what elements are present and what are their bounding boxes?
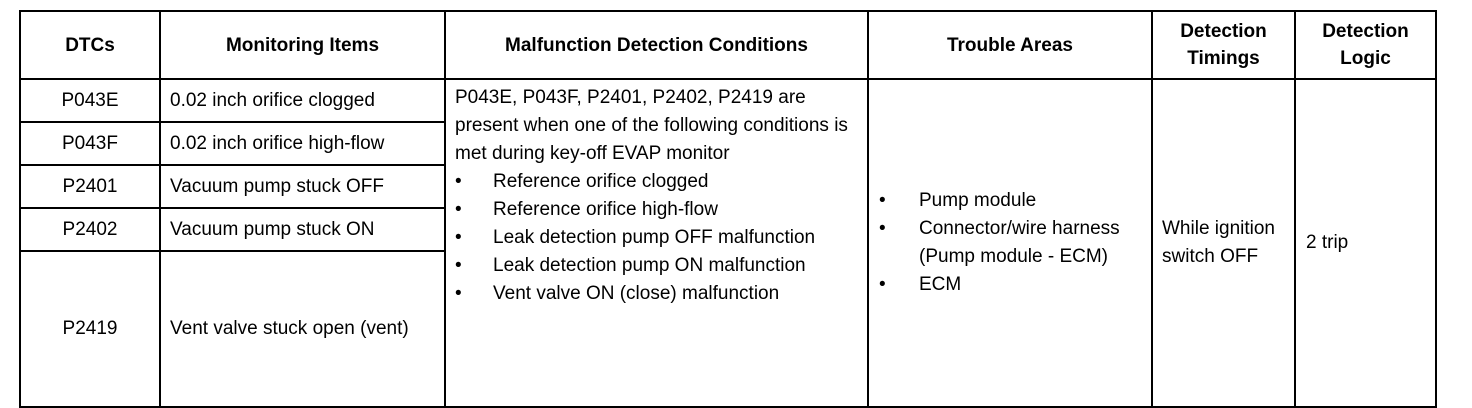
list-item — [879, 187, 1141, 215]
list-item — [455, 252, 859, 280]
trouble-areas-list — [879, 187, 1141, 299]
list-item — [879, 215, 1141, 271]
bullet-icon: • — [455, 199, 462, 220]
dtc-table — [19, 10, 1437, 408]
condition-text: Vent valve ON (close) malfunction — [493, 283, 780, 304]
conditions-list — [455, 168, 859, 308]
dtc-cell: P2402 — [20, 208, 160, 251]
header-detection-logic — [1295, 11, 1436, 79]
bullet-icon: • — [455, 283, 462, 304]
list-item — [455, 280, 859, 308]
header-detection-logic-line2: Logic — [1340, 48, 1391, 69]
header-monitoring-items-label: Monitoring Items — [225, 34, 380, 56]
monitoring-item-cell: 0.02 inch orifice clogged — [160, 79, 445, 122]
detection-logic-cell: 2 trip — [1295, 79, 1436, 407]
trouble-area-text: Pump module — [919, 190, 1037, 211]
header-detection-timings-line1: Detection — [1180, 21, 1267, 42]
dtc-cell: P043F — [20, 122, 160, 165]
table-row — [20, 79, 1436, 122]
header-detection-timings — [1152, 11, 1295, 79]
trouble-area-text: Connector/wire harness (Pump module - ECM) — [919, 218, 1120, 267]
malfunction-conditions-cell — [445, 79, 868, 407]
trouble-area-text: ECM — [919, 274, 962, 295]
dtc-cell: P2419 — [20, 251, 160, 407]
trouble-areas-cell — [868, 79, 1152, 407]
monitoring-item-cell: Vacuum pump stuck OFF — [160, 165, 445, 208]
condition-text: Reference orifice clogged — [493, 171, 709, 192]
list-item — [455, 224, 859, 252]
condition-text: Reference orifice high-flow — [493, 199, 718, 220]
detection-timing-cell: While ignition switch OFF — [1152, 79, 1295, 407]
condition-text: Leak detection pump ON malfunction — [493, 255, 806, 276]
monitoring-item-cell: Vacuum pump stuck ON — [160, 208, 445, 251]
conditions-intro: P043E, P043F, P2401, P2402, P2419 are present when one of the following conditions is met during key-off EVAP monitor — [455, 87, 848, 164]
header-detection-logic-line1: Detection — [1322, 21, 1409, 42]
bullet-icon: • — [879, 190, 886, 211]
list-item — [879, 271, 1141, 299]
header-monitoring-items — [160, 11, 445, 79]
bullet-icon: • — [879, 274, 886, 295]
monitoring-item-cell: Vent valve stuck open (vent) — [160, 251, 445, 407]
header-row — [20, 11, 1436, 79]
list-item — [455, 168, 859, 196]
header-trouble-areas — [868, 11, 1152, 79]
header-malfunction-detection-conditions — [445, 11, 868, 79]
dtc-table-container — [19, 10, 1437, 408]
bullet-icon: • — [455, 171, 462, 192]
bullet-icon: • — [455, 255, 462, 276]
list-item — [455, 196, 859, 224]
bullet-icon: • — [879, 218, 886, 239]
dtc-cell: P2401 — [20, 165, 160, 208]
dtc-cell: P043E — [20, 79, 160, 122]
header-malfunction-detection-conditions-label: Malfunction Detection Conditions — [505, 34, 808, 56]
header-dtcs — [20, 11, 160, 79]
condition-text: Leak detection pump OFF malfunction — [493, 227, 816, 248]
bullet-icon: • — [455, 227, 462, 248]
header-dtcs-label: DTCs — [65, 34, 115, 56]
header-trouble-areas-label: Trouble Areas — [946, 34, 1073, 56]
monitoring-item-cell: 0.02 inch orifice high-flow — [160, 122, 445, 165]
header-detection-timings-line2: Timings — [1187, 48, 1260, 69]
